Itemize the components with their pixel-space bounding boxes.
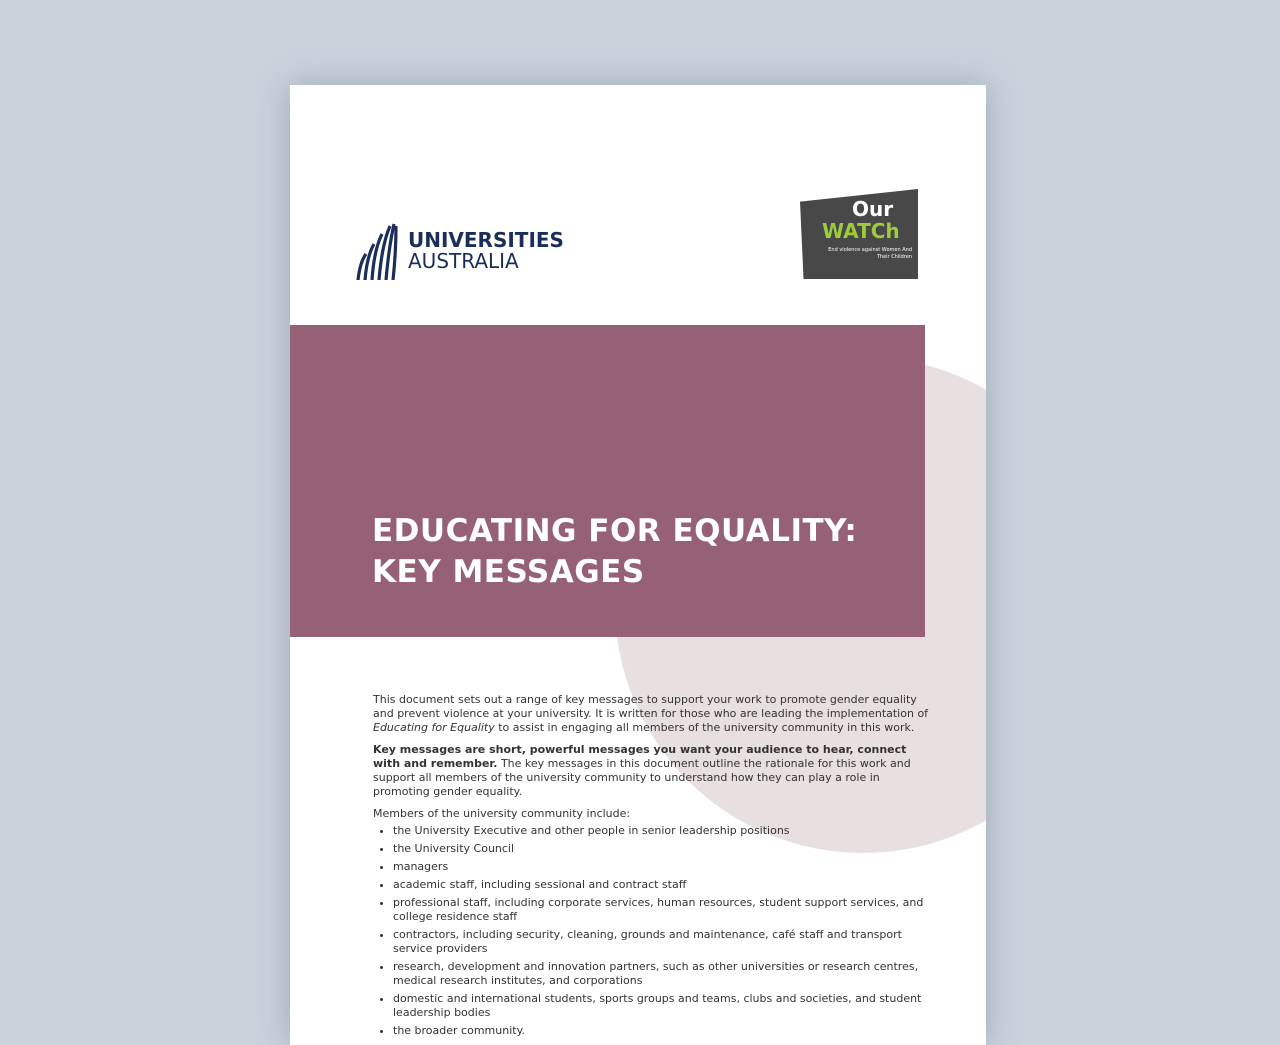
list-item: • research, development and innovation partners, such as other universities or research centres, medical research institutes, and corporations [393, 960, 933, 988]
title-line-2: KEY MESSAGES [372, 554, 645, 590]
list-item: • the University Council [393, 842, 933, 856]
intro-text-end: to assist in engaging all members of the university community in this work. [494, 721, 915, 734]
ua-name-line2: AUSTRALIA [408, 249, 519, 273]
universities-australia-logo [356, 222, 564, 280]
list-item: • professional staff, including corporate services, human resources, student support services, and college residence staff [393, 896, 933, 924]
document-body [373, 693, 933, 1042]
intro-text: This document sets out a range of key messages to support your work to promote gender equality and prevent violence at your university. It is written for those who are leading the implementation of [373, 693, 929, 720]
members-heading: Members of the university community include: [373, 807, 631, 820]
list-item: • contractors, including security, cleaning, grounds and maintenance, café staff and transport service providers [393, 928, 933, 956]
ua-name-line1: UNIVERSITIES [408, 228, 564, 252]
title-banner [290, 325, 925, 637]
intro-italic: Educating for Equality [373, 721, 495, 734]
our-watch-our: Our [852, 197, 894, 221]
key-messages-text: The key messages in this document outline the rationale for this work and support all members of the university community to understand how they can play a role in promoting gender equality. [373, 757, 911, 798]
page-title [372, 511, 857, 593]
list-item: • domestic and international students, sports groups and teams, clubs and societies, and student leadership bodies [393, 992, 933, 1020]
intro-paragraph [373, 693, 933, 735]
document-page [290, 85, 986, 1045]
title-line-1: EDUCATING FOR EQUALITY: [372, 513, 858, 549]
members-list [373, 824, 933, 1038]
our-watch-watch: WATCh [822, 219, 900, 243]
key-messages-paragraph [373, 743, 933, 799]
list-item: • the broader community. [393, 1024, 933, 1038]
list-item: • managers [393, 860, 933, 874]
list-item: • academic staff, including sessional and contract staff [393, 878, 933, 892]
ua-arches-icon [356, 222, 400, 280]
our-watch-tagline: End violence against Women And Their Children [828, 247, 912, 260]
key-messages-bold: Key messages are short, powerful messages you want your audience to hear, connect with and remember. [373, 743, 907, 770]
list-item: • the University Executive and other people in senior leadership positions [393, 824, 933, 838]
